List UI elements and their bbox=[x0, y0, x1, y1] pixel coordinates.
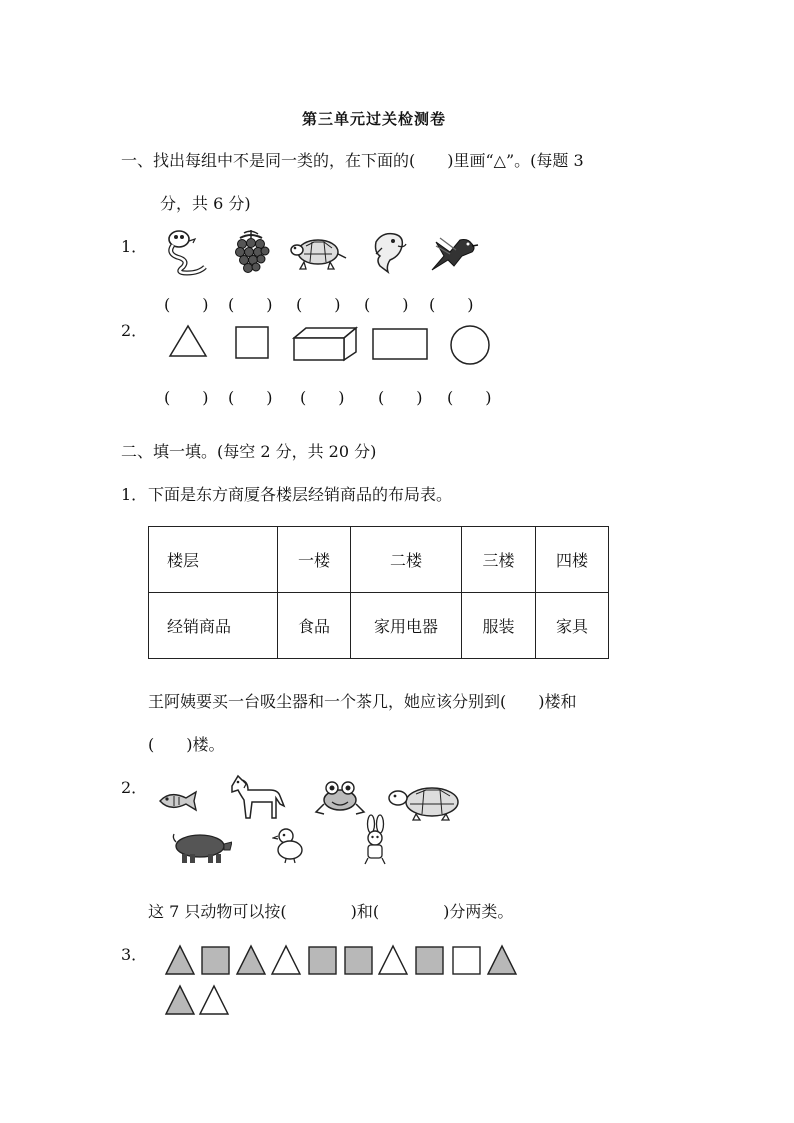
turtle-icon bbox=[290, 234, 348, 272]
rabbit-icon bbox=[360, 814, 390, 866]
question-answer-line[interactable]: 王阿姨要买一台吸尘器和一个茶几，她应该分别到( )楼和 bbox=[148, 692, 577, 711]
answer-paren[interactable]: ( ) bbox=[228, 295, 273, 314]
dolphin-icon bbox=[368, 230, 408, 274]
question-text: 下面是东方商厦各楼层经销商品的布局表。 bbox=[148, 485, 453, 504]
section2-heading: 二、填一填。(每空 2 分，共 20 分) bbox=[121, 442, 377, 461]
square-white bbox=[453, 947, 480, 974]
answer-paren[interactable]: ( ) bbox=[164, 295, 209, 314]
answer-paren[interactable]: ( ) bbox=[228, 388, 273, 407]
rectangle-shape bbox=[373, 329, 427, 359]
pig-icon bbox=[170, 830, 232, 864]
question-number: 1． bbox=[121, 237, 148, 256]
square-gray bbox=[345, 947, 372, 974]
triangle-white bbox=[272, 946, 300, 974]
square-gray bbox=[416, 947, 443, 974]
circle-shape bbox=[451, 326, 489, 364]
question-number: 1． bbox=[121, 485, 148, 504]
table-row bbox=[149, 593, 609, 659]
table-cell: 食品 bbox=[278, 593, 351, 659]
section1-heading: 一、找出每组中不是同一类的，在下面的( )里画“△”。(每题 3 bbox=[121, 151, 584, 170]
answer-paren[interactable]: ( ) bbox=[164, 388, 209, 407]
triangle-gray bbox=[166, 986, 194, 1014]
answer-paren[interactable]: ( ) bbox=[429, 295, 474, 314]
question-number: 2． bbox=[121, 778, 148, 797]
floor-layout-table bbox=[148, 526, 609, 659]
question-number: 3． bbox=[121, 945, 148, 964]
answer-paren[interactable]: ( ) bbox=[447, 388, 492, 407]
table-cell: 楼层 bbox=[149, 527, 278, 593]
table-cell: 一楼 bbox=[278, 527, 351, 593]
question-answer-line[interactable]: ( )楼。 bbox=[148, 735, 225, 754]
table-cell: 三楼 bbox=[462, 527, 536, 593]
triangle-gray bbox=[237, 946, 265, 974]
section1-heading-cont: 分，共 6 分) bbox=[160, 194, 251, 213]
triangle-gray bbox=[166, 946, 194, 974]
swallow-icon bbox=[426, 232, 480, 272]
question-text[interactable]: 这 7 只动物可以按( )和( )分两类。 bbox=[148, 902, 514, 921]
cuboid-shape bbox=[294, 328, 356, 360]
snake-icon bbox=[163, 227, 211, 277]
table-cell: 四楼 bbox=[536, 527, 609, 593]
turtle-icon bbox=[388, 782, 464, 822]
horse-icon bbox=[226, 772, 286, 822]
table-row bbox=[149, 527, 609, 593]
triangle-white bbox=[379, 946, 407, 974]
answer-paren[interactable]: ( ) bbox=[296, 295, 341, 314]
question-number: 2． bbox=[121, 321, 148, 340]
table-cell: 服装 bbox=[462, 593, 536, 659]
shape-sequence bbox=[160, 944, 530, 1018]
table-cell: 二楼 bbox=[351, 527, 462, 593]
grapes-icon bbox=[232, 228, 270, 276]
table-cell: 家用电器 bbox=[351, 593, 462, 659]
table-cell: 家具 bbox=[536, 593, 609, 659]
triangle-gray bbox=[488, 946, 516, 974]
shape-row bbox=[160, 320, 500, 370]
square-gray bbox=[309, 947, 336, 974]
square-gray bbox=[202, 947, 229, 974]
triangle-white bbox=[200, 986, 228, 1014]
table-cell: 经销商品 bbox=[149, 593, 278, 659]
square-shape bbox=[236, 327, 268, 358]
page-title: 第三单元过关检测卷 bbox=[302, 110, 447, 128]
chick-icon bbox=[272, 826, 306, 864]
triangle-shape bbox=[170, 326, 206, 356]
answer-paren[interactable]: ( ) bbox=[378, 388, 423, 407]
answer-paren[interactable]: ( ) bbox=[364, 295, 409, 314]
fish-icon bbox=[156, 788, 200, 814]
frog-icon bbox=[314, 778, 366, 818]
answer-paren[interactable]: ( ) bbox=[300, 388, 345, 407]
